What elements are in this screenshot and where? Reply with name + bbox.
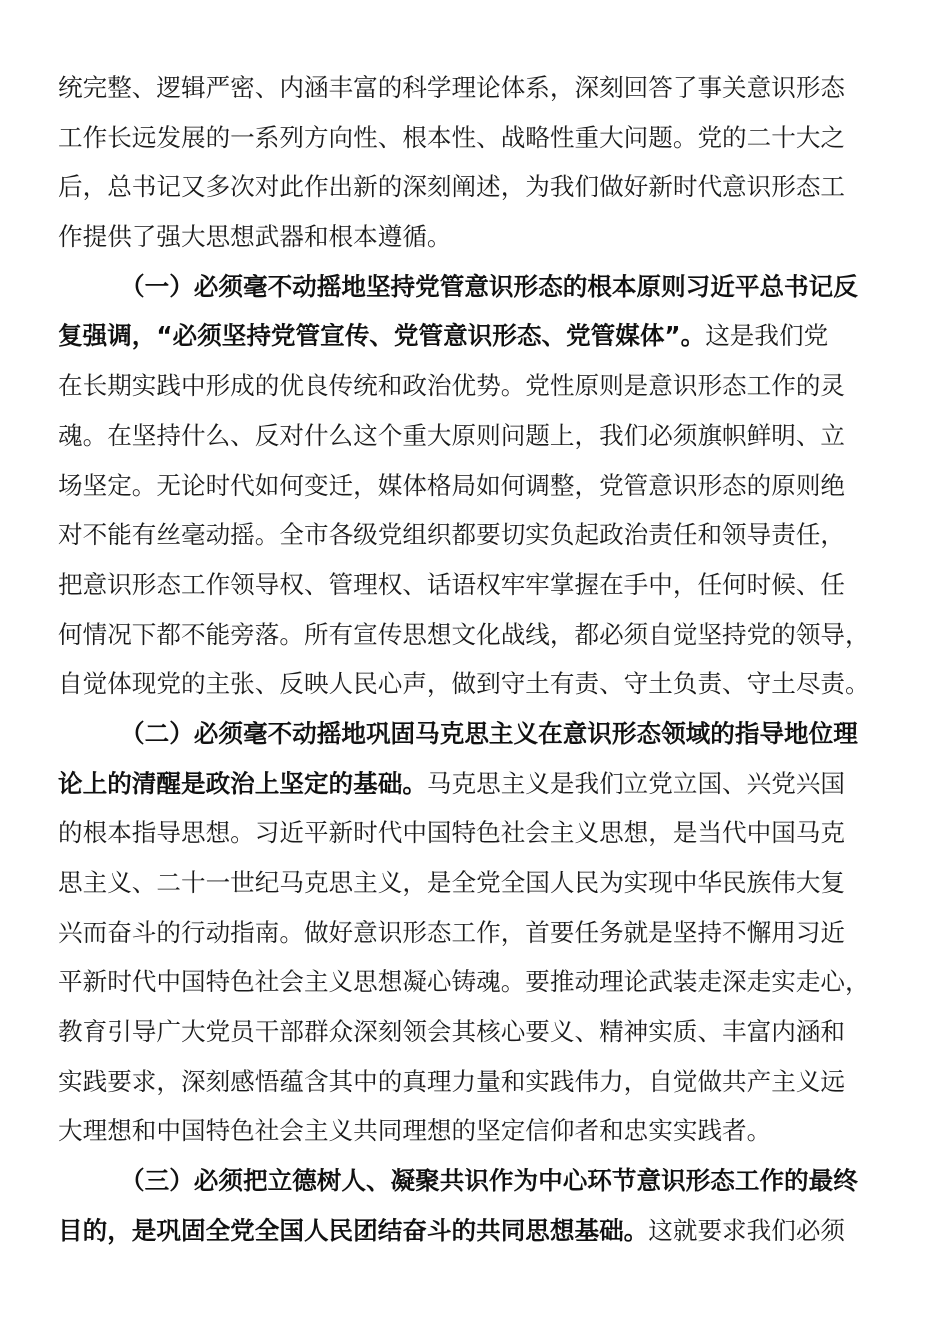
document-page xyxy=(58,68,898,1261)
section-3-heading-cont: 目的，是巩固全党全国人民团结奋斗的共同思想基础。 xyxy=(58,1215,649,1245)
section-1-paragraph xyxy=(58,267,898,714)
text-line: 场坚定。无论时代如何变迁，媒体格局如何调整，党管意识形态的原则绝 xyxy=(58,470,846,500)
text-line xyxy=(58,316,898,366)
text-line: 后，总书记又多次对此作出新的深刻阐述，为我们做好新时代意识形态工 xyxy=(58,172,846,202)
text-line: 在长期实践中形成的优良传统和政治优势。党性原则是意识形态工作的灵 xyxy=(58,371,846,401)
section-3-paragraph xyxy=(58,1161,898,1260)
section-3-heading: （三）必须把立德树人、凝聚共识作为中心环节意识形态工作的最终 xyxy=(120,1166,858,1196)
text-line: 教育引导广大党员干部群众深刻领会其核心要义、精神实质、丰富内涵和 xyxy=(58,1017,846,1047)
text-line: 把意识形态工作领导权、管理权、话语权牢牢掌握在手中，任何时候、任 xyxy=(58,569,846,599)
text-line: 自觉体现党的主张、反映人民心声，做到守土有责、守土负责、守土尽责。 xyxy=(58,669,870,699)
section-1-heading: （一）必须毫不动摇地坚持党管意识形态的根本原则习近平总书记反 xyxy=(120,271,858,301)
text-line: 实践要求，深刻感悟蕴含其中的真理力量和实践伟力，自觉做共产主义远 xyxy=(58,1066,846,1096)
section-2-heading: （二）必须毫不动摇地巩固马克思主义在意识形态领域的指导地位理 xyxy=(120,718,858,748)
text-line xyxy=(58,1211,898,1261)
intro-paragraph xyxy=(58,68,898,267)
text-line: 何情况下都不能旁落。所有宣传思想文化战线，都必须自觉坚持党的领导， xyxy=(58,619,870,649)
section-1-heading-cont: 复强调，“必须坚持党管宣传、党管意识形态、党管媒体”。 xyxy=(58,321,706,351)
text-line: 工作长远发展的一系列方向性、根本性、战略性重大问题。党的二十大之 xyxy=(58,122,846,152)
text-line: 兴而奋斗的行动指南。做好意识形态工作，首要任务就是坚持不懈用习近 xyxy=(58,917,846,947)
text-line: 统完整、逻辑严密、内涵丰富的科学理论体系，深刻回答了事关意识形态 xyxy=(58,73,846,102)
text-line: 思主义、二十一世纪马克思主义，是全党全国人民为实现中华民族伟大复 xyxy=(58,868,846,897)
section-2-heading-cont: 论上的清醒是政治上坚定的基础。 xyxy=(58,768,427,798)
text-line: 魂。在坚持什么、反对什么这个重大原则问题上，我们必须旗帜鲜明、立 xyxy=(58,420,846,450)
text-line: 大理想和中国特色社会主义共同理想的坚定信仰者和忠实实践者。 xyxy=(58,1116,772,1146)
text-line: 平新时代中国特色社会主义思想凝心铸魂。要推动理论武装走深走实走心， xyxy=(58,967,870,997)
text-line xyxy=(58,764,898,814)
text-line: 的根本指导思想。习近平新时代中国特色社会主义思想，是当代中国马克 xyxy=(58,818,846,848)
body-text: 马克思主义是我们立党立国、兴党兴国 xyxy=(426,768,846,798)
section-2-paragraph xyxy=(58,714,898,1161)
text-line: 作提供了强大思想武器和根本遵循。 xyxy=(58,222,452,252)
text-line: 对不能有丝毫动摇。全市各级党组织都要切实负起政治责任和领导责任， xyxy=(58,520,846,550)
body-text: 这是我们党 xyxy=(705,321,829,351)
body-text: 这就要求我们必须 xyxy=(648,1215,846,1245)
